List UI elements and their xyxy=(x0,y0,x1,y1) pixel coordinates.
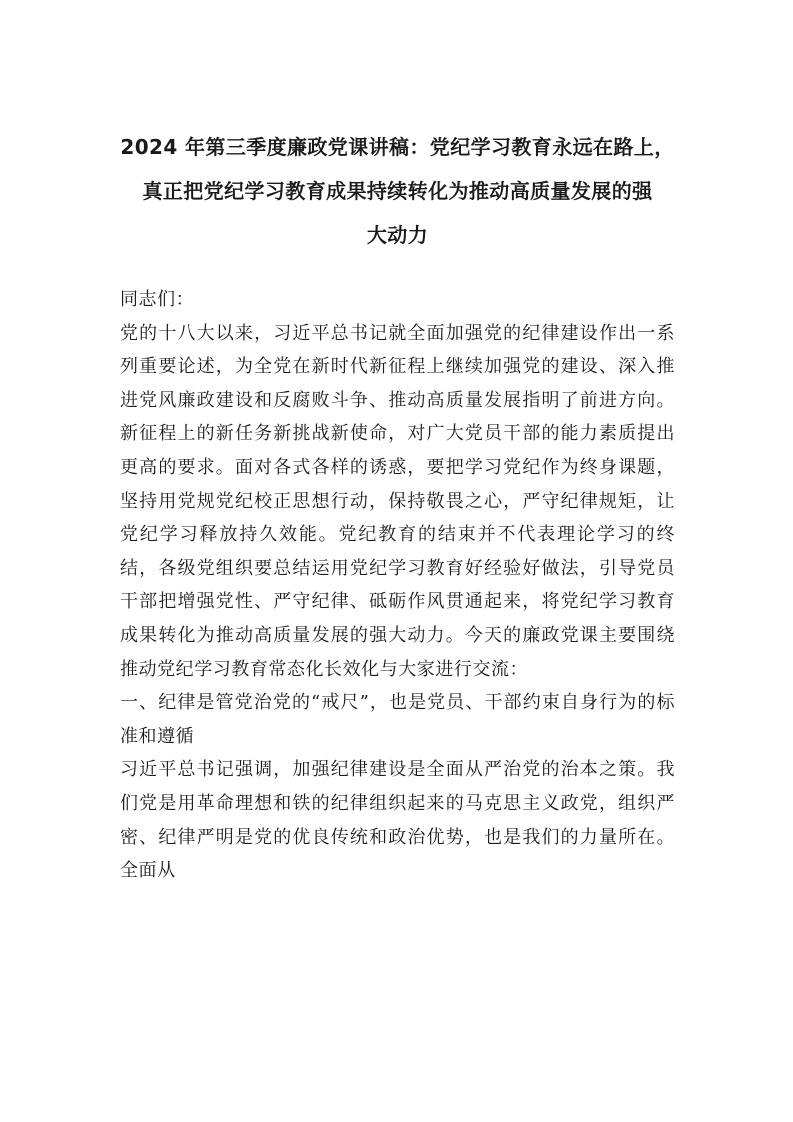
section-heading-1: 一、纪律是管党治党的“戒尺”，也是党员、干部约束自身行为的标准和遵循 xyxy=(120,692,675,747)
title-line-3: 大动力 xyxy=(366,223,429,247)
document-body xyxy=(120,283,675,888)
paragraph-section-1: 习近平总书记强调，加强纪律建设是全面从严治党的治本之策。我们党是用革命理想和铁的纪律组织起来的马克思主义政党，组织严密、纪律严明是党的优良传统和政治优势，也是我们的力量所在。全面从 xyxy=(120,759,675,882)
document-title xyxy=(120,125,675,257)
salutation: 同志们： xyxy=(120,289,195,310)
paragraph-intro: 党的十八大以来，习近平总书记就全面加强党的纪律建设作出一系列重要论述，为全党在新时代新征程上继续加强党的建设、深入推进党风廉政建设和反腐败斗争、推动高质量发展指明了前进方向。新征程上的新任务新挑战新使命，对广大党员干部的能力素质提出更高的要求。面对各式各样的诱惑，要把学习党纪作为终身课题，坚持用党规党纪校正思想行动，保持敬畏之心，严守纪律规矩，让党纪学习释放持久效能。党纪教育的结束并不代表理论学习的终结，各级党组织要总结运用党纪学习教育好经验好做法，引导党员干部把增强党性、严守纪律、砥砺作风贯通起来，将党纪学习教育成果转化为推动高质量发展的强大动力。今天的廉政党课主要围绕推动党纪学习教育常态化长效化与大家进行交流： xyxy=(120,322,675,680)
title-line-1: 2024 年第三季度廉政党课讲稿：党纪学习教育永远在路上， xyxy=(120,135,675,159)
title-line-2: 真正把党纪学习教育成果持续转化为推动高质量发展的强 xyxy=(142,179,653,203)
